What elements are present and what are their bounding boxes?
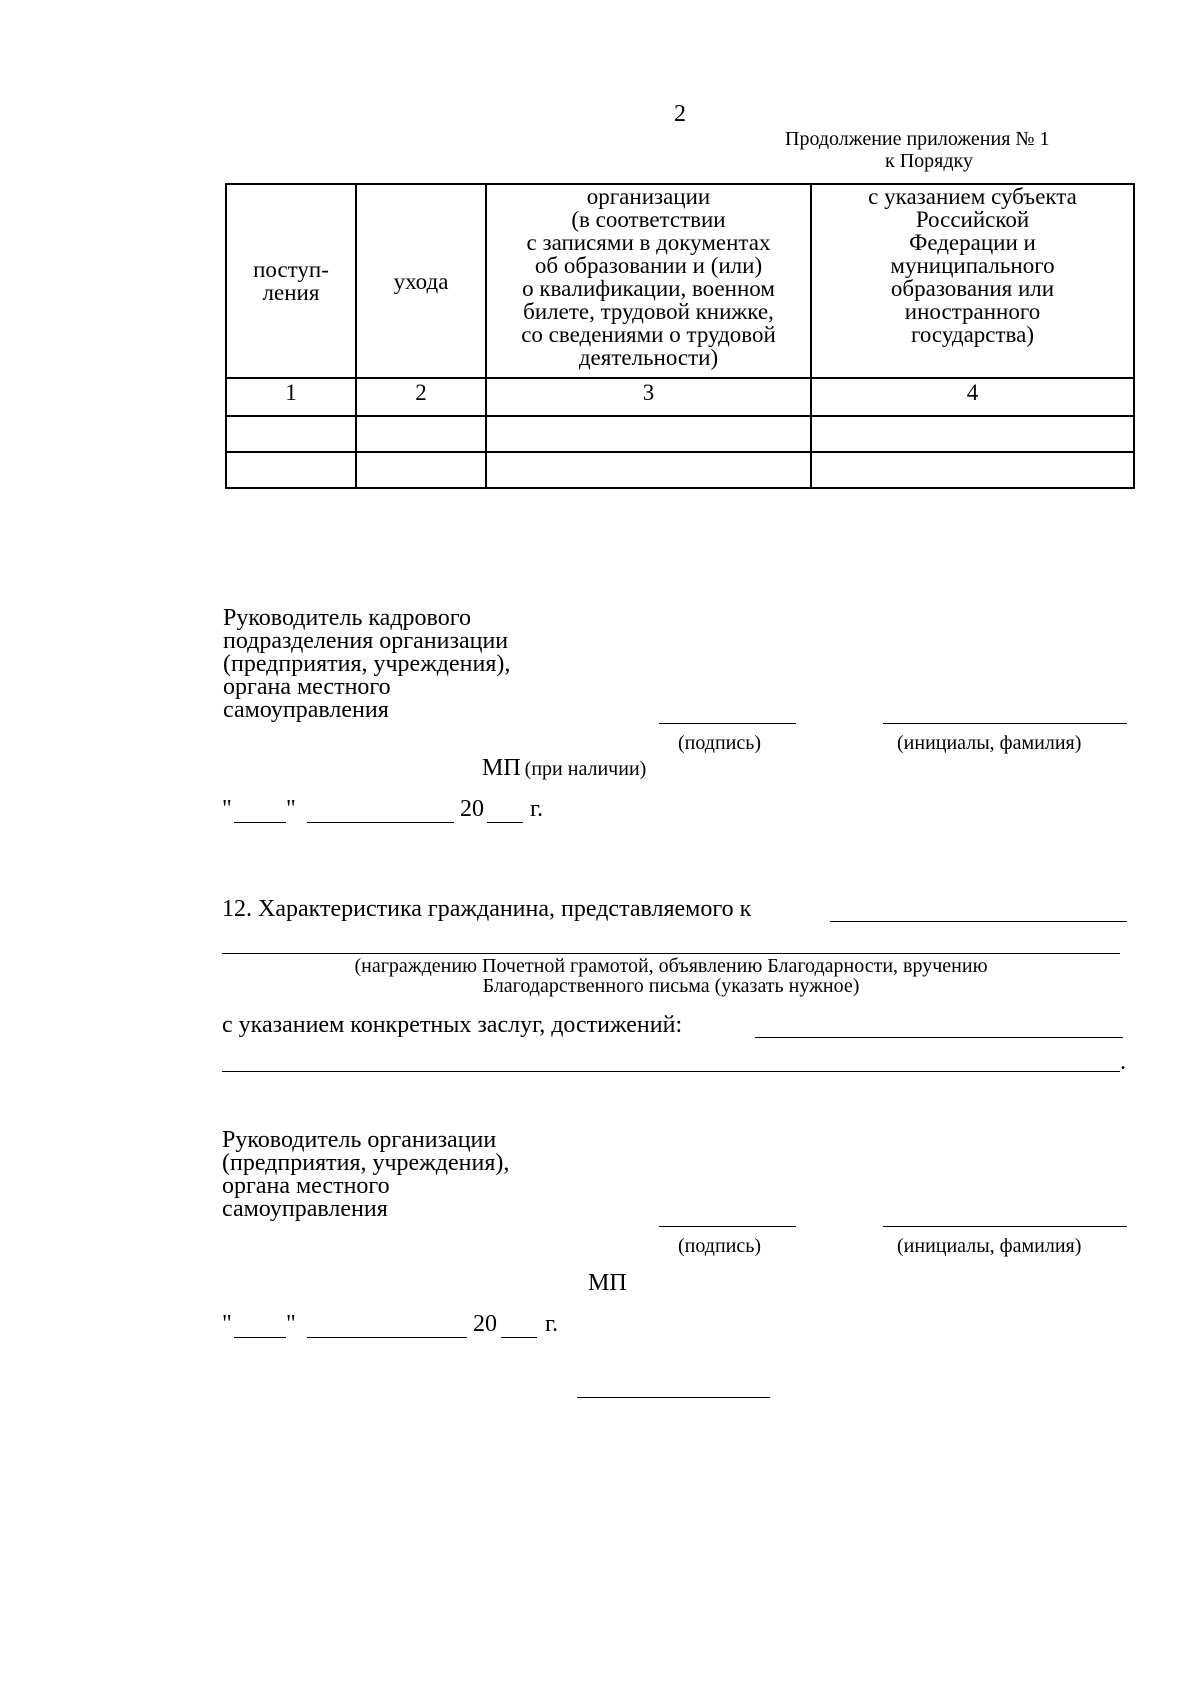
signature-line[interactable] — [659, 1226, 796, 1227]
appendix-caption — [785, 128, 1125, 172]
page-number: 2 — [674, 101, 686, 127]
closing-divider — [577, 1397, 770, 1398]
date-year-prefix: 20 — [473, 1311, 497, 1337]
award-type-line[interactable] — [830, 921, 1127, 922]
table-cell[interactable] — [811, 452, 1134, 488]
stamp-label: МП — [482, 755, 521, 781]
table-row — [226, 416, 1134, 452]
column-number: 1 — [226, 378, 356, 416]
name-line[interactable] — [883, 1226, 1127, 1227]
date-year-line[interactable] — [501, 1337, 537, 1338]
section-12-title: 12. Характеристика гражданина, представляемого к — [222, 896, 752, 922]
date-day-line[interactable] — [234, 1337, 286, 1338]
signature-caption: (подпись) — [678, 732, 762, 754]
table-header-row — [226, 184, 1134, 378]
table-cell[interactable] — [356, 452, 486, 488]
header-cell-arrival: поступ- ления — [226, 184, 356, 378]
org-head-title: Руководитель организации (предприятия, учреждения), органа местного самоуправления — [222, 1127, 510, 1222]
table-cell[interactable] — [226, 416, 356, 452]
table-row — [226, 452, 1134, 488]
date-open-quote: " — [222, 1311, 232, 1337]
award-type-note: (награждению Почетной грамотой, объявлению Благодарности, вручению Благодарственного письма (указать нужное) — [354, 955, 988, 997]
date-month-line[interactable] — [307, 1337, 467, 1338]
name-line[interactable] — [883, 723, 1127, 724]
date-close-quote: " — [286, 1311, 296, 1337]
column-number: 3 — [486, 378, 811, 416]
table-cell[interactable] — [811, 416, 1134, 452]
date-suffix: г. — [545, 1311, 559, 1337]
table-cell[interactable] — [486, 416, 811, 452]
date-year-prefix: 20 — [460, 796, 484, 822]
header-cell-location: с указанием субъекта Российской Федерации и муниципального образования или иностранного государства) — [811, 184, 1134, 378]
date-suffix: г. — [530, 796, 544, 822]
appendix-line-1: Продолжение приложения № 1 — [785, 128, 1050, 150]
name-caption: (инициалы, фамилия) — [897, 732, 1082, 754]
column-number: 2 — [356, 378, 486, 416]
date-day-line[interactable] — [234, 822, 286, 823]
appendix-line-2: к Порядку — [885, 150, 973, 172]
date-year-line[interactable] — [487, 822, 523, 823]
table-cell[interactable] — [356, 416, 486, 452]
merits-label: с указанием конкретных заслуг, достижений: — [222, 1012, 683, 1038]
column-number: 4 — [811, 378, 1134, 416]
signature-line[interactable] — [659, 723, 796, 724]
merits-end-period: . — [1120, 1049, 1126, 1075]
signature-caption: (подпись) — [678, 1235, 762, 1257]
table-cell[interactable] — [226, 452, 356, 488]
name-caption: (инициалы, фамилия) — [897, 1235, 1082, 1257]
header-cell-departure: ухода — [356, 184, 486, 378]
hr-head-title: Руководитель кадрового подразделения организации (предприятия, учреждения), органа местного самоуправления — [223, 605, 511, 723]
stamp-note: (при наличии) — [524, 758, 647, 780]
date-open-quote: " — [222, 796, 232, 822]
merits-line[interactable] — [755, 1037, 1123, 1038]
employment-table — [225, 183, 1135, 489]
stamp-mark — [482, 756, 646, 780]
date-close-quote: " — [286, 796, 296, 822]
merits-line-2[interactable] — [222, 1071, 1120, 1072]
award-type-line-2[interactable] — [222, 953, 1120, 954]
table-number-row — [226, 378, 1134, 416]
stamp-label: МП — [588, 1270, 627, 1296]
header-cell-organization: организации (в соответствии с записями в документах об образовании и (или) о квалификации, военном билете, трудовой книжке, со сведениями о трудовой деятельности) — [486, 184, 811, 378]
table-cell[interactable] — [486, 452, 811, 488]
date-month-line[interactable] — [307, 822, 454, 823]
